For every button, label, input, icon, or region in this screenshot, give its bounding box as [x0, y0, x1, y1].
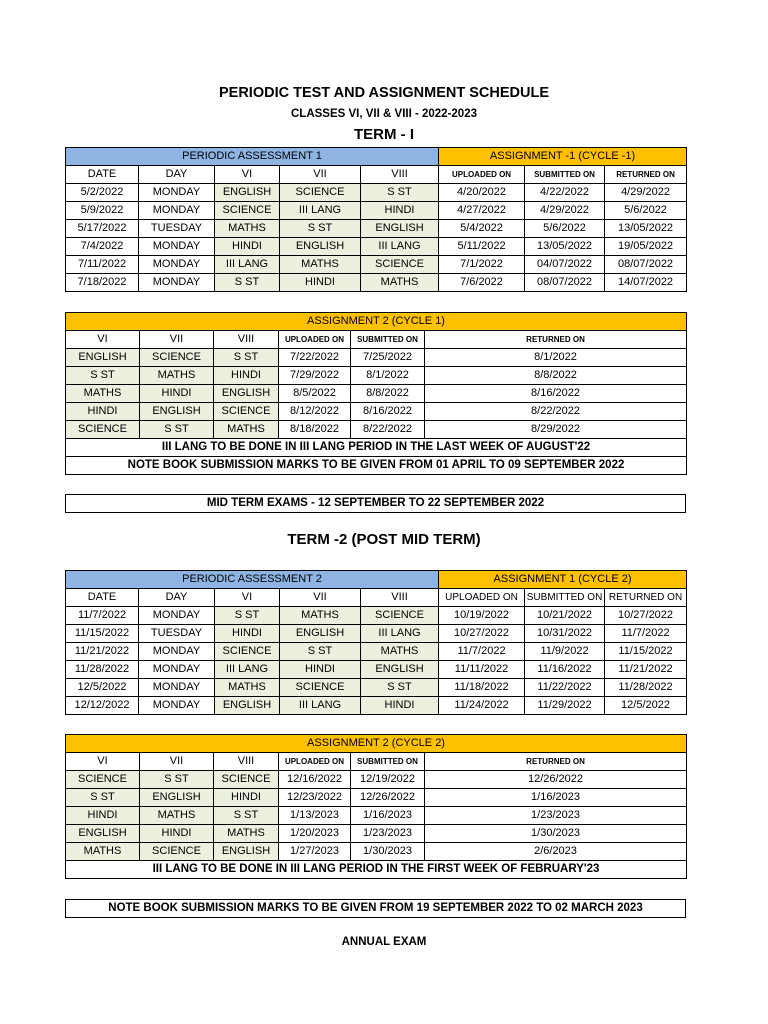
table-cell: III LANG: [361, 625, 439, 643]
table-cell: 11/28/2022: [66, 661, 139, 679]
table-cell: S ST: [214, 807, 279, 825]
column-header: VIII: [361, 166, 439, 184]
column-header: VIII: [361, 589, 439, 607]
table-cell: 11/7/2022: [605, 625, 687, 643]
table-cell: MATHS: [361, 643, 439, 661]
table-cell: 13/05/2022: [525, 238, 605, 256]
table-cell: 5/11/2022: [439, 238, 525, 256]
table-cell: S ST: [215, 274, 280, 292]
table-cell: ENGLISH: [66, 349, 140, 367]
note-text: III LANG TO BE DONE IN III LANG PERIOD IN THE FIRST WEEK OF FEBRUARY'23: [66, 861, 687, 879]
column-header: VI: [215, 166, 280, 184]
table-cell: 7/25/2022: [351, 349, 425, 367]
table-cell: 8/16/2022: [425, 385, 687, 403]
table-cell: S ST: [214, 349, 279, 367]
term2-heading: TERM -2 (POST MID TERM): [287, 531, 481, 548]
column-header: DATE: [66, 166, 139, 184]
table-cell: 8/12/2022: [279, 403, 351, 421]
table-cell: 7/11/2022: [66, 256, 139, 274]
table-cell: 11/15/2022: [66, 625, 139, 643]
note-text: III LANG TO BE DONE IN III LANG PERIOD IN THE LAST WEEK OF AUGUST'22: [66, 439, 687, 457]
table-cell: HINDI: [215, 625, 280, 643]
table-row: [66, 607, 687, 625]
table-cell: 4/20/2022: [439, 184, 525, 202]
table-cell: SCIENCE: [140, 349, 214, 367]
table-cell: 14/07/2022: [605, 274, 687, 292]
asg2c1-title: ASSIGNMENT 2 (CYCLE 1): [66, 313, 687, 331]
table-cell: 1/20/2023: [279, 825, 351, 843]
column-header: UPLOADED ON: [439, 166, 525, 184]
column-header: DAY: [139, 166, 215, 184]
midterm-note: MID TERM EXAMS - 12 SEPTEMBER TO 22 SEPTEMBER 2022: [65, 494, 686, 513]
header-row: [66, 331, 687, 349]
table-cell: 12/19/2022: [351, 771, 425, 789]
table-cell: 8/29/2022: [425, 421, 687, 439]
table-cell: 12/23/2022: [279, 789, 351, 807]
table-cell: TUESDAY: [139, 220, 215, 238]
column-header: SUBMITTED ON: [525, 589, 605, 607]
table-row: [66, 202, 687, 220]
table-cell: 1/13/2023: [279, 807, 351, 825]
table-cell: 10/21/2022: [525, 607, 605, 625]
page-title: PERIODIC TEST AND ASSIGNMENT SCHEDULE: [218, 85, 550, 101]
header-row: [66, 166, 687, 184]
term2-note: NOTE BOOK SUBMISSION MARKS TO BE GIVEN FROM 19 SEPTEMBER 2022 TO 02 MARCH 2023: [65, 899, 686, 918]
table-cell: MATHS: [215, 220, 280, 238]
table-cell: MATHS: [280, 607, 361, 625]
column-header: RETURNED ON: [425, 331, 687, 349]
table-cell: HINDI: [215, 238, 280, 256]
column-header: VI: [66, 331, 140, 349]
table-cell: 1/30/2023: [351, 843, 425, 861]
table-cell: ENGLISH: [214, 385, 279, 403]
table-cell: ENGLISH: [280, 625, 361, 643]
table-cell: S ST: [280, 643, 361, 661]
table-row: [66, 661, 687, 679]
table-cell: ENGLISH: [214, 843, 279, 861]
term1-heading: TERM - I: [354, 126, 414, 143]
table-cell: III LANG: [280, 202, 361, 220]
table-cell: 08/07/2022: [605, 256, 687, 274]
table-cell: 2/6/2023: [425, 843, 687, 861]
table-cell: 08/07/2022: [525, 274, 605, 292]
table-row: [66, 421, 687, 439]
table-cell: 1/23/2023: [351, 825, 425, 843]
column-header: DAY: [139, 589, 215, 607]
table-cell: 4/22/2022: [525, 184, 605, 202]
table-cell: 8/8/2022: [351, 385, 425, 403]
table-cell: MATHS: [66, 843, 140, 861]
table-cell: 4/27/2022: [439, 202, 525, 220]
table-cell: MONDAY: [139, 679, 215, 697]
table-row: [66, 385, 687, 403]
column-header: VII: [280, 589, 361, 607]
table-cell: 1/27/2023: [279, 843, 351, 861]
column-header: UPLOADED ON: [279, 331, 351, 349]
table-row: [66, 625, 687, 643]
table-cell: 7/6/2022: [439, 274, 525, 292]
table-row: [66, 184, 687, 202]
note-row: [66, 457, 687, 475]
table-cell: HINDI: [280, 661, 361, 679]
table-cell: 13/05/2022: [605, 220, 687, 238]
table-cell: SCIENCE: [280, 679, 361, 697]
table-cell: SCIENCE: [66, 421, 140, 439]
table-row: [66, 679, 687, 697]
table-cell: 12/16/2022: [279, 771, 351, 789]
table-cell: MONDAY: [139, 256, 215, 274]
table-cell: 11/28/2022: [605, 679, 687, 697]
asg2c1-table: [65, 312, 687, 475]
column-header: VIII: [214, 753, 279, 771]
table-cell: 1/16/2023: [351, 807, 425, 825]
table-cell: 10/27/2022: [439, 625, 525, 643]
table-cell: 1/23/2023: [425, 807, 687, 825]
table-cell: ENGLISH: [361, 661, 439, 679]
table-cell: 11/18/2022: [439, 679, 525, 697]
table-cell: HINDI: [214, 367, 279, 385]
column-header: SUBMITTED ON: [525, 166, 605, 184]
table-cell: 4/29/2022: [525, 202, 605, 220]
page-subtitle: CLASSES VI, VII & VIII - 2022-2023: [291, 108, 477, 120]
table-cell: S ST: [140, 421, 214, 439]
table-cell: SCIENCE: [361, 256, 439, 274]
table-cell: HINDI: [66, 403, 140, 421]
table-cell: 11/29/2022: [525, 697, 605, 715]
table-cell: 8/1/2022: [425, 349, 687, 367]
table-cell: 5/4/2022: [439, 220, 525, 238]
table-cell: 8/18/2022: [279, 421, 351, 439]
table-cell: HINDI: [140, 825, 214, 843]
table-cell: MATHS: [280, 256, 361, 274]
pa1-table: [65, 147, 687, 292]
table-cell: 11/9/2022: [525, 643, 605, 661]
table-cell: 8/5/2022: [279, 385, 351, 403]
table-cell: 5/2/2022: [66, 184, 139, 202]
table-cell: SCIENCE: [214, 403, 279, 421]
note-text: NOTE BOOK SUBMISSION MARKS TO BE GIVEN FROM 01 APRIL TO 09 SEPTEMBER 2022: [66, 457, 687, 475]
table-cell: SCIENCE: [215, 643, 280, 661]
table-row: [66, 238, 687, 256]
asg2c2-title: ASSIGNMENT 2 (CYCLE 2): [66, 735, 687, 753]
table-cell: MATHS: [215, 679, 280, 697]
table-row: [66, 274, 687, 292]
table-cell: 5/9/2022: [66, 202, 139, 220]
table-cell: MATHS: [66, 385, 140, 403]
table-cell: 5/6/2022: [605, 202, 687, 220]
table-cell: 11/15/2022: [605, 643, 687, 661]
table-cell: ENGLISH: [215, 697, 280, 715]
annual-exam-heading: ANNUAL EXAM: [341, 936, 427, 948]
note-row: [66, 861, 687, 879]
table-cell: 11/21/2022: [66, 643, 139, 661]
table-cell: 11/22/2022: [525, 679, 605, 697]
table-cell: ENGLISH: [280, 238, 361, 256]
table-cell: 10/31/2022: [525, 625, 605, 643]
table-cell: ENGLISH: [140, 403, 214, 421]
table-cell: MATHS: [140, 807, 214, 825]
column-header: RETURNED ON: [425, 753, 687, 771]
table-cell: 7/29/2022: [279, 367, 351, 385]
table-row: [66, 789, 687, 807]
table-cell: HINDI: [140, 385, 214, 403]
note-row: [66, 439, 687, 457]
table-cell: SCIENCE: [215, 202, 280, 220]
table-cell: HINDI: [66, 807, 140, 825]
asg2c2-table: [65, 734, 687, 879]
table-cell: 7/4/2022: [66, 238, 139, 256]
table-cell: HINDI: [280, 274, 361, 292]
table-cell: S ST: [280, 220, 361, 238]
table-cell: SCIENCE: [140, 843, 214, 861]
column-header: DATE: [66, 589, 139, 607]
table-cell: 11/16/2022: [525, 661, 605, 679]
table-cell: MONDAY: [139, 643, 215, 661]
column-header: UPLOADED ON: [439, 589, 525, 607]
table-cell: SCIENCE: [361, 607, 439, 625]
table-cell: SCIENCE: [214, 771, 279, 789]
table-cell: S ST: [66, 789, 140, 807]
table-cell: S ST: [66, 367, 140, 385]
table-cell: MONDAY: [139, 202, 215, 220]
column-header: VIII: [214, 331, 279, 349]
table-cell: 8/22/2022: [351, 421, 425, 439]
table-row: [66, 643, 687, 661]
table-cell: 10/19/2022: [439, 607, 525, 625]
table-row: [66, 349, 687, 367]
table-cell: 12/26/2022: [351, 789, 425, 807]
table-cell: 8/22/2022: [425, 403, 687, 421]
column-header: RETURNED ON: [605, 589, 687, 607]
table-cell: III LANG: [361, 238, 439, 256]
table-cell: MONDAY: [139, 607, 215, 625]
column-header: VI: [215, 589, 280, 607]
table-cell: S ST: [361, 184, 439, 202]
table-row: [66, 697, 687, 715]
pa2-title: PERIODIC ASSESSMENT 2: [66, 571, 439, 589]
table-row: [66, 367, 687, 385]
header-row: [66, 589, 687, 607]
column-header: SUBMITTED ON: [351, 331, 425, 349]
table-cell: MONDAY: [139, 274, 215, 292]
table-cell: S ST: [215, 607, 280, 625]
table-cell: 8/8/2022: [425, 367, 687, 385]
table-cell: 04/07/2022: [525, 256, 605, 274]
table-row: [66, 843, 687, 861]
table-cell: 12/12/2022: [66, 697, 139, 715]
column-header: VII: [140, 331, 214, 349]
table-cell: 1/30/2023: [425, 825, 687, 843]
table-cell: 1/16/2023: [425, 789, 687, 807]
column-header: UPLOADED ON: [279, 753, 351, 771]
table-cell: 7/1/2022: [439, 256, 525, 274]
table-cell: MONDAY: [139, 184, 215, 202]
table-cell: MONDAY: [139, 661, 215, 679]
table-cell: 11/11/2022: [439, 661, 525, 679]
table-cell: 8/16/2022: [351, 403, 425, 421]
table-cell: 11/7/2022: [439, 643, 525, 661]
table-cell: 11/24/2022: [439, 697, 525, 715]
table-cell: S ST: [361, 679, 439, 697]
table-row: [66, 807, 687, 825]
asg1c1-title: ASSIGNMENT -1 (CYCLE -1): [439, 148, 687, 166]
table-cell: HINDI: [361, 202, 439, 220]
table-row: [66, 771, 687, 789]
table-cell: 5/6/2022: [525, 220, 605, 238]
pa2-table: [65, 570, 687, 715]
table-cell: 12/5/2022: [66, 679, 139, 697]
table-row: [66, 403, 687, 421]
table-cell: 5/17/2022: [66, 220, 139, 238]
table-cell: ENGLISH: [361, 220, 439, 238]
table-cell: MATHS: [214, 421, 279, 439]
table-cell: MONDAY: [139, 697, 215, 715]
table-cell: 19/05/2022: [605, 238, 687, 256]
table-cell: S ST: [140, 771, 214, 789]
table-cell: 7/22/2022: [279, 349, 351, 367]
table-cell: MATHS: [361, 274, 439, 292]
table-cell: HINDI: [361, 697, 439, 715]
table-row: [66, 256, 687, 274]
table-cell: 11/7/2022: [66, 607, 139, 625]
table-cell: 8/1/2022: [351, 367, 425, 385]
header-row: [66, 753, 687, 771]
column-header: VII: [280, 166, 361, 184]
table-cell: III LANG: [280, 697, 361, 715]
table-cell: MATHS: [214, 825, 279, 843]
table-cell: SCIENCE: [66, 771, 140, 789]
column-header: VII: [140, 753, 214, 771]
table-cell: ENGLISH: [215, 184, 280, 202]
table-cell: MONDAY: [139, 238, 215, 256]
table-cell: 10/27/2022: [605, 607, 687, 625]
table-cell: HINDI: [214, 789, 279, 807]
column-header: RETURNED ON: [605, 166, 687, 184]
table-cell: MATHS: [140, 367, 214, 385]
table-cell: ENGLISH: [140, 789, 214, 807]
table-cell: TUESDAY: [139, 625, 215, 643]
table-cell: III LANG: [215, 661, 280, 679]
table-row: [66, 220, 687, 238]
column-header: SUBMITTED ON: [351, 753, 425, 771]
table-cell: 12/5/2022: [605, 697, 687, 715]
table-cell: 11/21/2022: [605, 661, 687, 679]
table-cell: 12/26/2022: [425, 771, 687, 789]
column-header: VI: [66, 753, 140, 771]
table-cell: 4/29/2022: [605, 184, 687, 202]
table-cell: III LANG: [215, 256, 280, 274]
pa1-title: PERIODIC ASSESSMENT 1: [66, 148, 439, 166]
table-cell: 7/18/2022: [66, 274, 139, 292]
table-row: [66, 825, 687, 843]
asg1c2-title: ASSIGNMENT 1 (CYCLE 2): [439, 571, 687, 589]
table-cell: SCIENCE: [280, 184, 361, 202]
table-cell: ENGLISH: [66, 825, 140, 843]
